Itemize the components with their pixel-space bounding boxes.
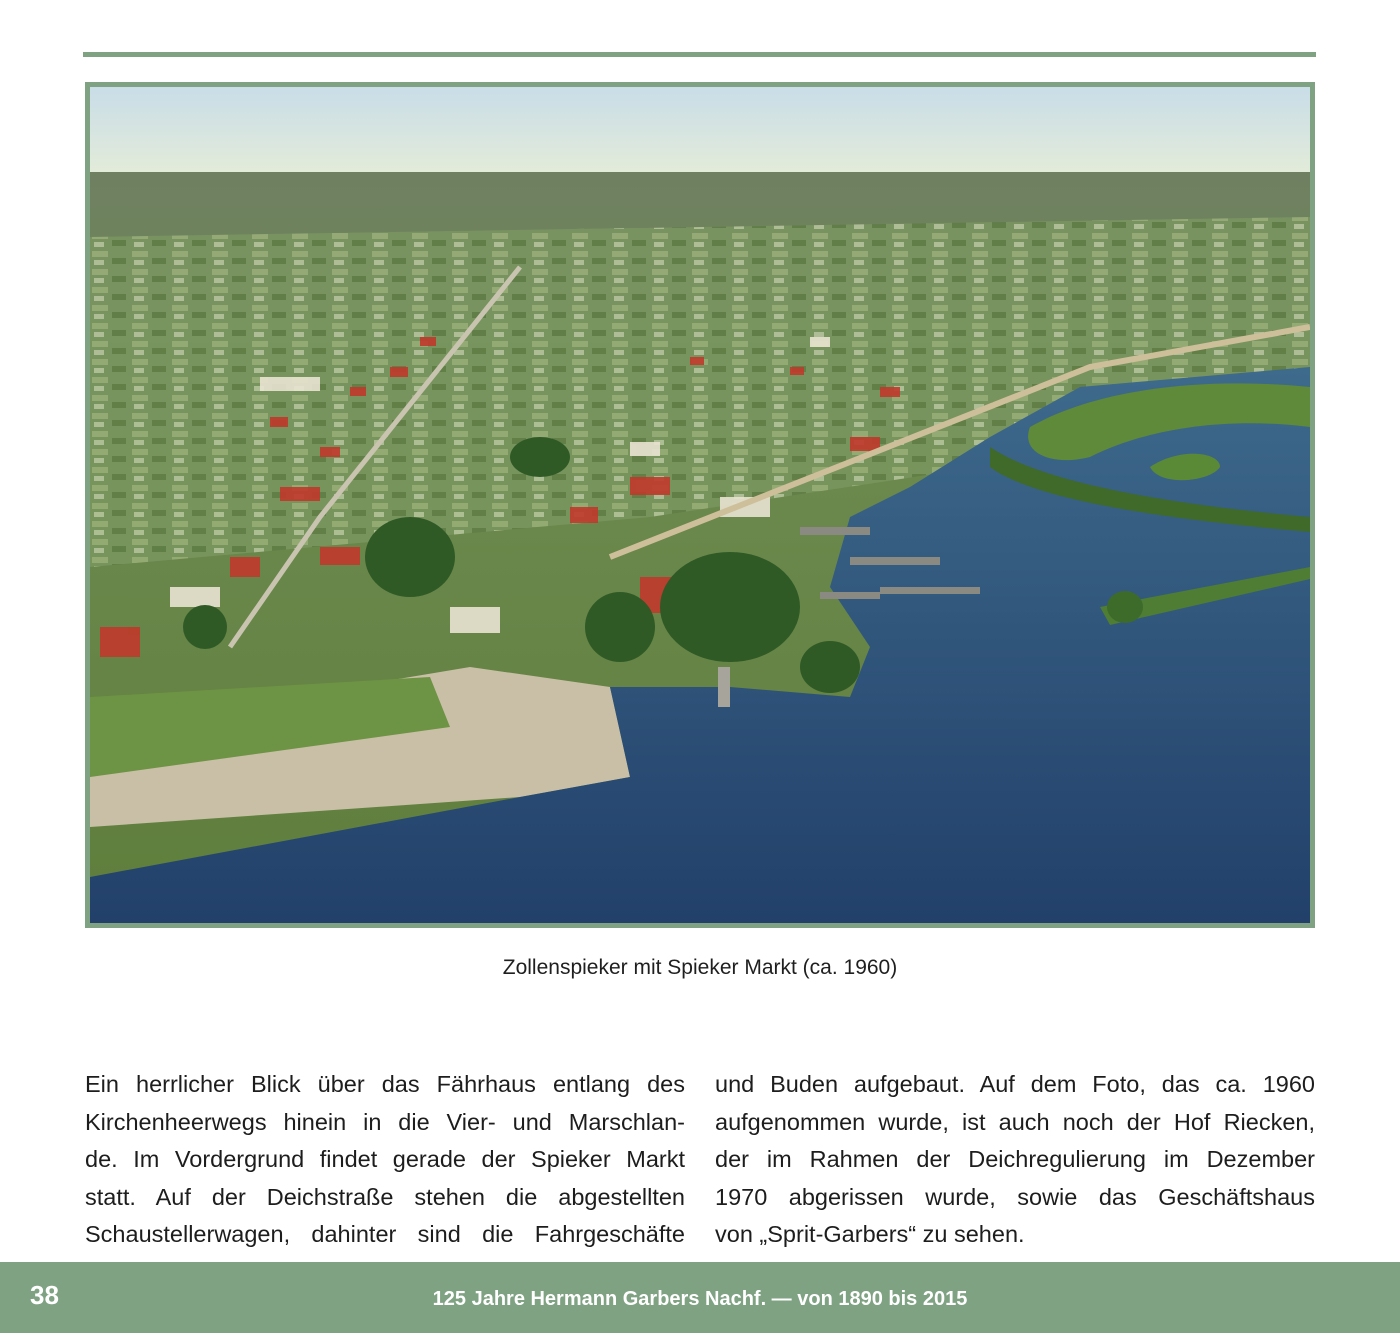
top-rule [83, 52, 1316, 57]
body-line: aufgenommen wurde, ist auch noch der Hof Riecken, [715, 1108, 1315, 1135]
body-line: Schaustellerwagen, dahinter sind die Fahrgeschäfte [85, 1221, 685, 1248]
page-number: 38 [30, 1280, 59, 1310]
body-line: von „Sprit-Garbers“ zu sehen. [715, 1221, 1025, 1248]
body-line: der im Rahmen der Deichregulierung im Dezember [715, 1146, 1315, 1173]
aerial-photo [85, 82, 1315, 928]
page-footer [0, 1262, 1400, 1333]
body-line: Ein herrlicher Blick über das Fährhaus entlang des [85, 1071, 685, 1097]
body-line: de. Im Vordergrund findet gerade der Spieker Markt [85, 1146, 685, 1173]
body-line: und Buden aufgebaut. Auf dem Foto, das ca. 1960 [715, 1071, 1315, 1097]
aerial-photo-illustration [90, 87, 1310, 923]
body-line: 1970 abgerissen wurde, sowie das Geschäftshaus [715, 1183, 1315, 1210]
body-line: Kirchenheerwegs hinein in die Vier- und Marschlan- [85, 1108, 685, 1135]
body-text-right-column [715, 1066, 1315, 1254]
photo-caption: Zollenspieker mit Spieker Markt (ca. 1960) [502, 956, 898, 979]
footer-title: 125 Jahre Hermann Garbers Nachf. — von 1890 bis 2015 [432, 1288, 968, 1310]
body-text-left-column [85, 1066, 685, 1254]
body-line: statt. Auf der Deichstraße stehen die abgestellten [85, 1183, 685, 1210]
